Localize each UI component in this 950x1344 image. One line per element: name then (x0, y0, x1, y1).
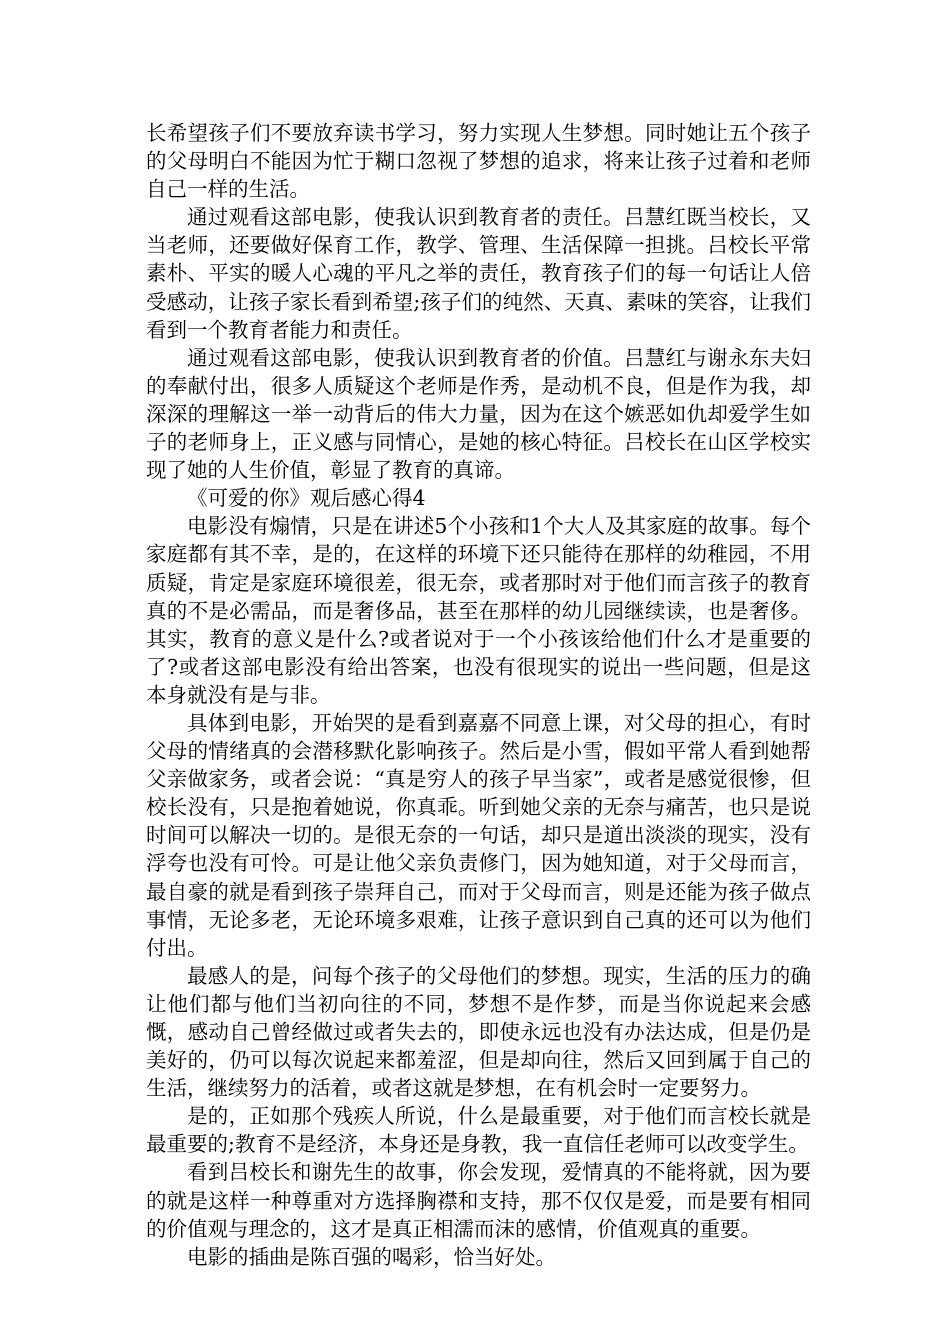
paragraph-principal: 是的，正如那个残疾人所说，什么是最重要，对于他们而言校长就是最重要的;教育不是经济，本身还是身教，我一直信任老师可以改变学生。 (146, 1104, 811, 1157)
paragraph-responsibility: 通过观看这部电影，使我认识到教育者的责任。吕慧红既当校长，又当老师，还要做好保育工作，教学、管理、生活保障一担挑。吕校长平常素朴、平实的暖人心魂的平凡之举的责任，教育孩子们的每一句话让人倍受感动，让孩子家长看到希望;孩子们的纯然、天真、素味的笑容，让我们看到一个教育者能力和责任。 (146, 205, 811, 342)
paragraph-details: 具体到电影，开始哭的是看到嘉嘉不同意上课，对父母的担心，有时父母的情绪真的会潜移默化影响孩子。然后是小雪，假如平常人看到她帮父亲做家务，或者会说：“真是穷人的孩子早当家”，或者是感觉很惨，但校长没有，只是抱着她说，你真乖。听到她父亲的无奈与痛苦，也只是说时间可以解决一切的。是很无奈的一句话，却只是道出淡淡的现实，没有浮夸也没有可怜。可是让他父亲负责修门，因为她知道，对于父母而言，最自豪的就是看到孩子崇拜自己，而对于父母而言，则是还能为孩子做点事情，无论多老，无论环境多艰难，让孩子意识到自己真的还可以为他们付出。 (146, 710, 811, 960)
paragraph-dreams: 最感人的是，问每个孩子的父母他们的梦想。现实，生活的压力的确让他们都与他们当初向往的不同，梦想不是作梦，而是当你说起来会感慨，感动自己曾经做过或者失去的，即使永远也没有办法达成，但是仍是美好的，仍可以每次说起来都羞涩，但是却向往，然后又回到属于自己的生活，继续努力的活着，或者这就是梦想，在有机会时一定要努力。 (146, 963, 811, 1101)
document-body (146, 119, 811, 1271)
paragraph-story: 电影没有煽情，只是在讲述5个小孩和1个大人及其家庭的故事。每个家庭都有其不幸，是的，在这样的环境下还只能待在那样的幼稚园，不用质疑，肯定是家庭环境很差，很无奈，或者那时对于他们而言孩子的教育真的不是必需品，而是奢侈品，甚至在那样的幼儿园继续读，也是奢侈。其实，教育的意义是什么?或者说对于一个小孩该给他们什么才是重要的了?或者这部电影没有给出答案，也没有很现实的说出一些问题，但是这本身就没有是与非。 (146, 514, 811, 707)
paragraph-song: 电影的插曲是陈百强的喝彩，恰当好处。 (187, 1244, 556, 1269)
section-heading: 《可爱的你》观后感心得4 (187, 486, 426, 511)
paragraph-continuation: 长希望孩子们不要放弃读书学习，努力实现人生梦想。同时她让五个孩子的父母明白不能因为忙于糊口忽视了梦想的追求，将来让孩子过着和老师自己一样的生活。 (146, 121, 811, 202)
paragraph-love: 看到吕校长和谢先生的故事，你会发现，爱情真的不能将就，因为要的就是这样一种尊重对方选择胸襟和支持，那不仅仅是爱，而是要有相同的价值观与理念的，这才是真正相濡而沫的感情，价值观真的重要。 (146, 1160, 811, 1241)
paragraph-value: 通过观看这部电影，使我认识到教育者的价值。吕慧红与谢永东夫妇的奉献付出，很多人质疑这个老师是作秀，是动机不良，但是作为我，却深深的理解这一举一动背后的伟大力量，因为在这个嫉恶如仇却爱学生如子的老师身上，正义感与同情心，是她的核心特征。吕校长在山区学校实现了她的人生价值，彰显了教育的真谛。 (146, 345, 811, 483)
